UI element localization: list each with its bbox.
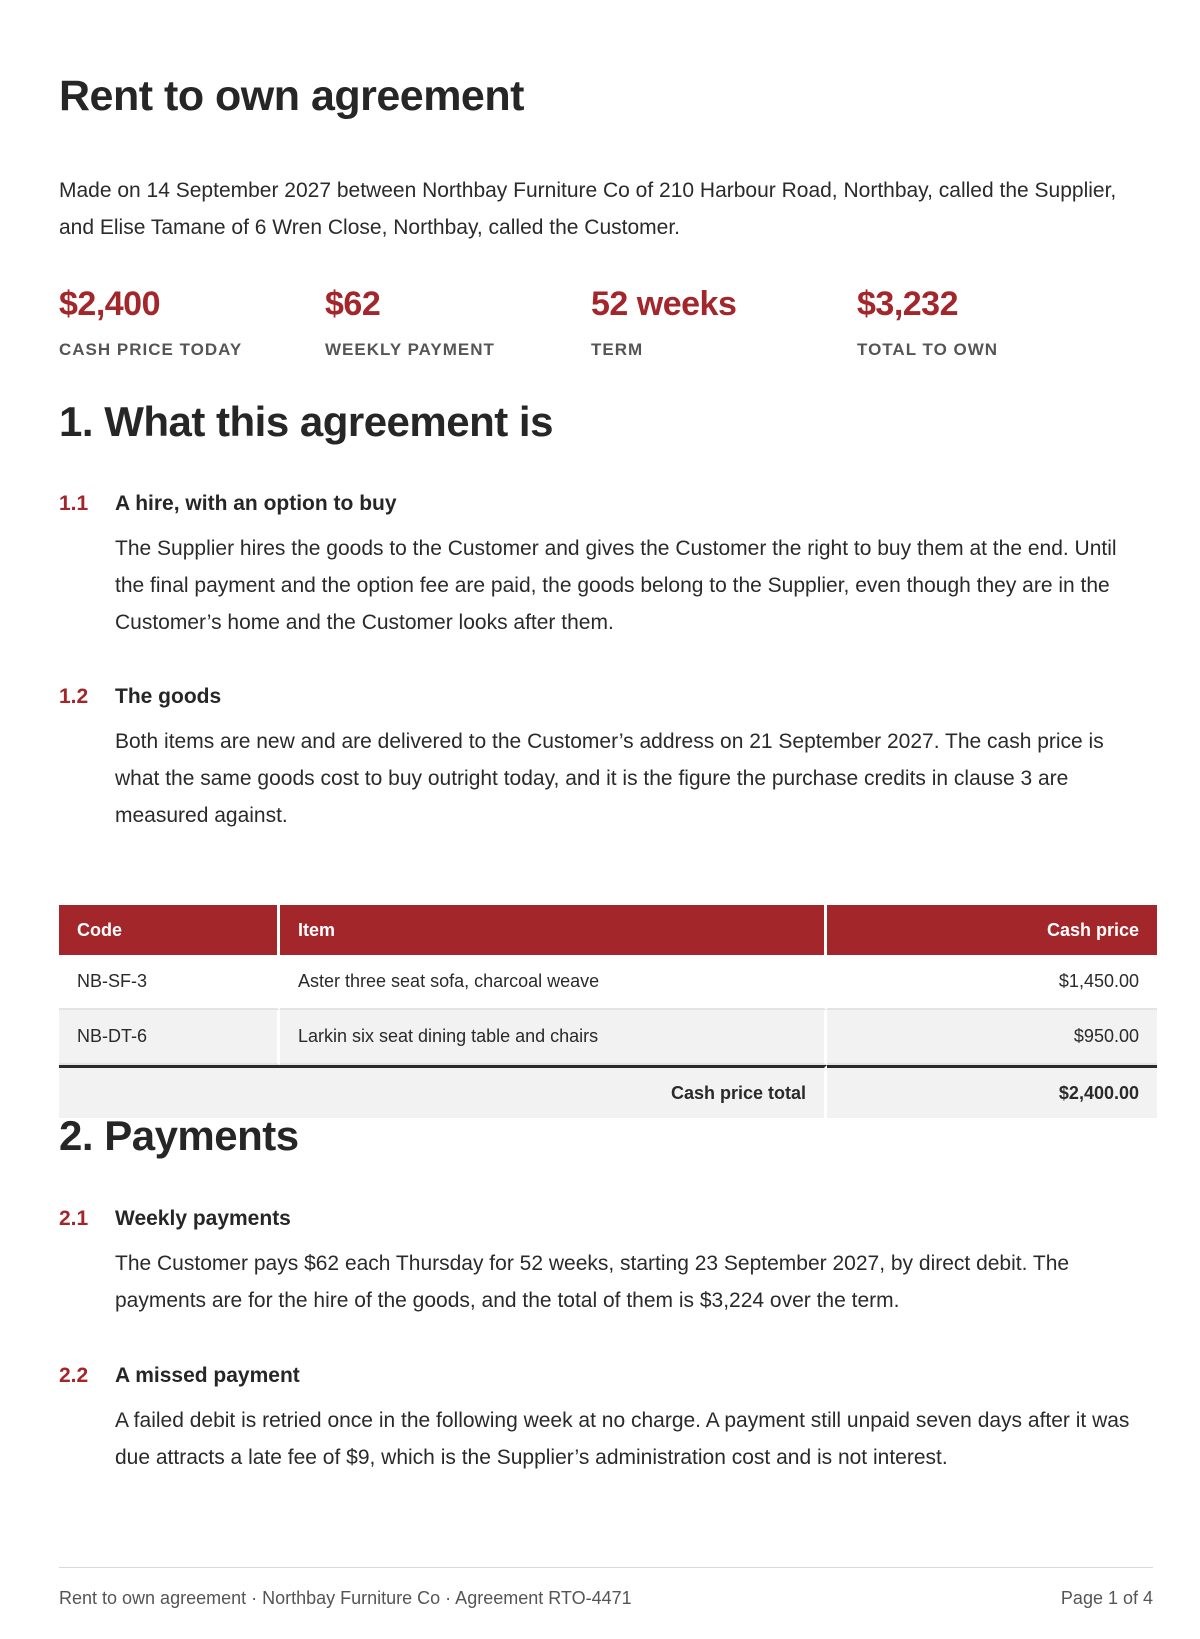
clause-body: A failed debit is retried once in the following week at no charge. A payment still unpaid seven days after it was due attracts a late fee of $9, which is the Supplier’s administration cost and is not interest. [115, 1409, 1130, 1469]
footer-divider [59, 1567, 1153, 1568]
clause-title: The goods [115, 685, 222, 708]
footer-page-number: Page 1 of 4 [1060, 1588, 1153, 1608]
goods-table [59, 905, 1157, 1118]
table-row [59, 955, 1157, 1010]
total-value: $2,400.00 [827, 1065, 1157, 1118]
stat-weekly-payment [325, 284, 595, 360]
clause-title: Weekly payments [115, 1207, 291, 1230]
document-title: Rent to own agreement [59, 72, 524, 120]
cell-item: Aster three seat sofa, charcoal weave [280, 955, 827, 1010]
column-header-code: Code [59, 905, 280, 955]
cell-item: Larkin six seat dining table and chairs [280, 1010, 827, 1065]
stat-value: $2,400 [59, 285, 160, 323]
stat-term [591, 284, 861, 360]
cell-cash-price: $1,450.00 [827, 955, 1157, 1010]
stat-label: WEEKLY PAYMENT [325, 340, 495, 359]
clause-number: 2.2 [59, 1364, 89, 1387]
stat-total-to-own [857, 284, 1127, 360]
cell-cash-price: $950.00 [827, 1010, 1157, 1065]
table-row [59, 1010, 1157, 1065]
stat-label: TOTAL TO OWN [857, 340, 999, 359]
section-heading-2: 2. Payments [59, 1112, 299, 1159]
cell-code: NB-DT-6 [59, 1010, 280, 1065]
column-header-item: Item [280, 905, 827, 955]
total-label: Cash price total [59, 1065, 827, 1118]
clause-title: A hire, with an option to buy [115, 492, 397, 515]
table-header-row [59, 905, 1157, 955]
clause-number: 1.1 [59, 492, 89, 515]
table-total-row [59, 1065, 1157, 1118]
stat-value: $62 [325, 285, 381, 323]
clause-number: 2.1 [59, 1207, 89, 1230]
clause-body: The Supplier hires the goods to the Customer and gives the Customer the right to buy them at the end. Until the final payment and the option fee are paid, the goods belong to the Supplier, even though they are in the Customer’s home and the Customer looks after them. [115, 537, 1117, 634]
cell-code: NB-SF-3 [59, 955, 280, 1010]
clause-title: A missed payment [115, 1364, 300, 1387]
stat-label: CASH PRICE TODAY [59, 340, 243, 359]
column-header-cash-price: Cash price [827, 905, 1157, 955]
clause-number: 1.2 [59, 685, 89, 708]
footer-document-info: Rent to own agreement · Northbay Furniture Co · Agreement RTO-4471 [59, 1588, 632, 1608]
stat-value: 52 weeks [591, 285, 737, 323]
intro-paragraph: Made on 14 September 2027 between Northbay Furniture Co of 210 Harbour Road, Northbay, called the Supplier, and Elise Tamane of 6 Wren Close, Northbay, called the Customer. [59, 179, 1117, 239]
clause-body: The Customer pays $62 each Thursday for 52 weeks, starting 23 September 2027, by direct debit. The payments are for the hire of the goods, and the total of them is $3,224 over the term. [115, 1252, 1070, 1312]
stat-cash-price [59, 284, 329, 360]
stat-label: TERM [591, 340, 644, 359]
stat-value: $3,232 [857, 285, 958, 323]
clause-body: Both items are new and are delivered to the Customer’s address on 21 September 2027. The cash price is what the same goods cost to buy outright today, and it is the figure the purchase credits in clause 3 are measured against. [115, 730, 1104, 827]
section-heading-1: 1. What this agreement is [59, 398, 553, 445]
